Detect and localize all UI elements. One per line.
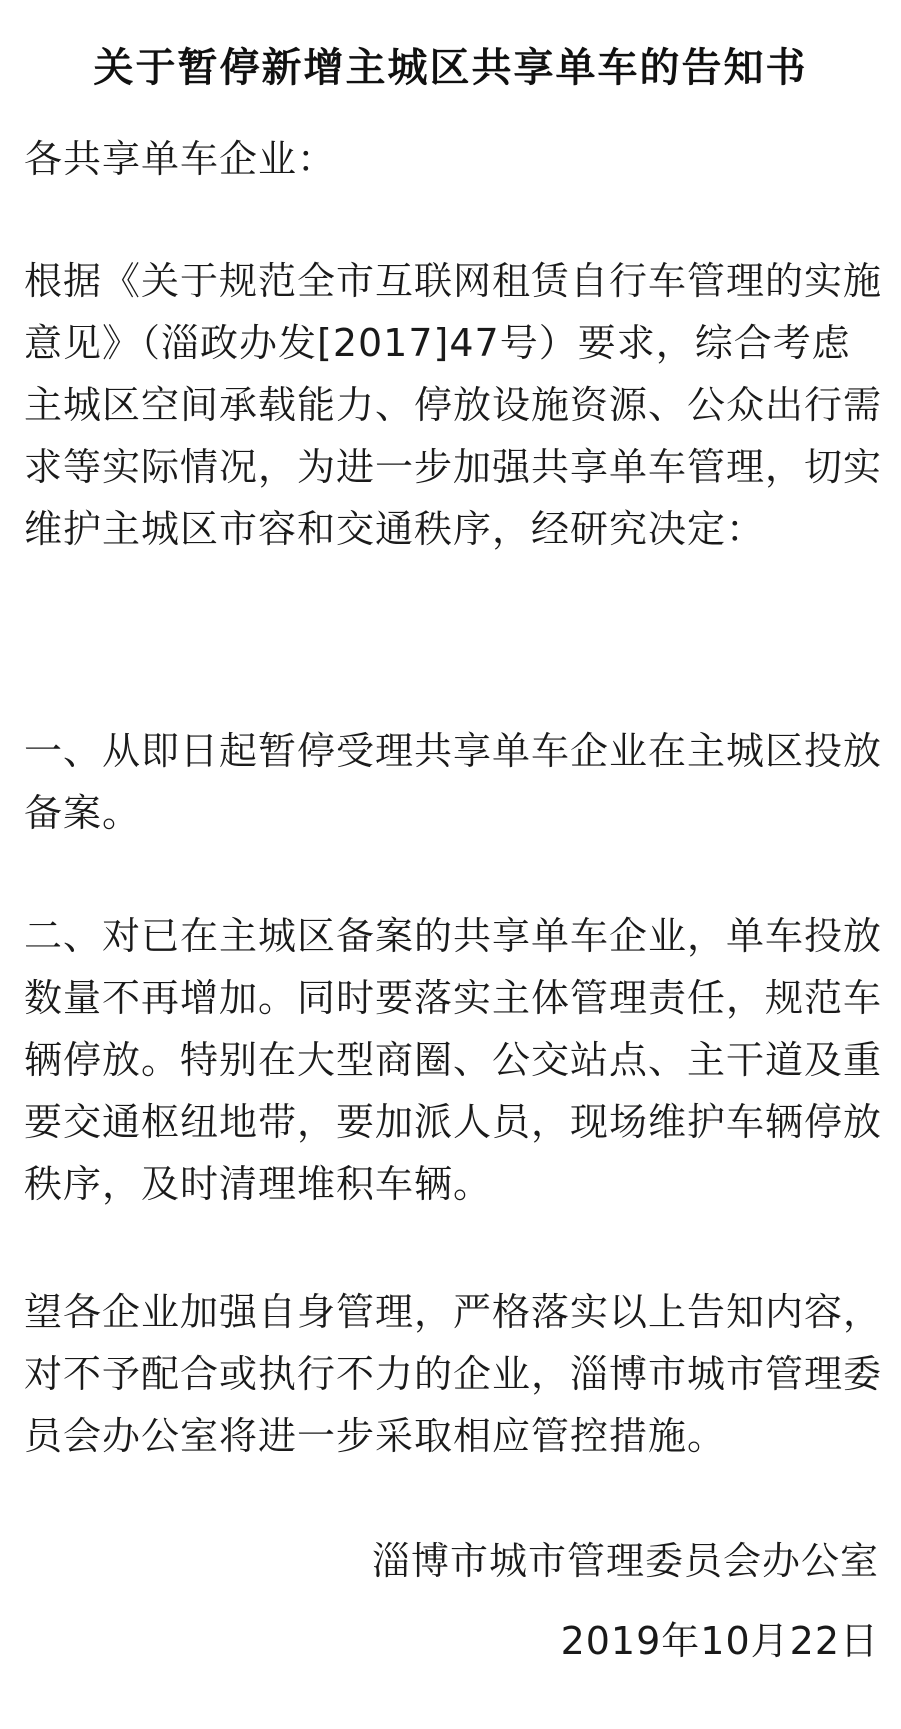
- item-one-paragraph: 一、从即日起暂停受理共享单车企业在主城区投放备案。: [24, 729, 883, 835]
- intro-paragraph: 根据《关于规范全市互联网租赁自行车管理的实施意见》（淄政办发[2017]47号）要求，综合考虑主城区空间承载能力、停放设施资源、公众出行需求等实际情况，为进一步加强共享单车管理，切实维护主城区市容和交通秩序，经研究决定：: [24, 259, 883, 551]
- signature-organization: 淄博市城市管理委员会办公室: [371, 1539, 879, 1583]
- greeting-line: 各共享单车企业：: [24, 137, 337, 181]
- closing-paragraph: 望各企业加强自身管理，严格落实以上告知内容，对不予配合或执行不力的企业，淄博市城市管理委员会办公室将进一步采取相应管控措施。: [24, 1290, 883, 1458]
- item-two-paragraph: 二、对已在主城区备案的共享单车企业，单车投放数量不再增加。同时要落实主体管理责任，规范车辆停放。特别在大型商圈、公交站点、主干道及重要交通枢纽地带，要加派人员，现场维护车辆停放秩序，及时清理堆积车辆。: [24, 914, 883, 1206]
- document-title: 关于暂停新增主城区共享单车的告知书: [93, 45, 808, 91]
- signature-date: 2019年10月22日: [560, 1619, 879, 1663]
